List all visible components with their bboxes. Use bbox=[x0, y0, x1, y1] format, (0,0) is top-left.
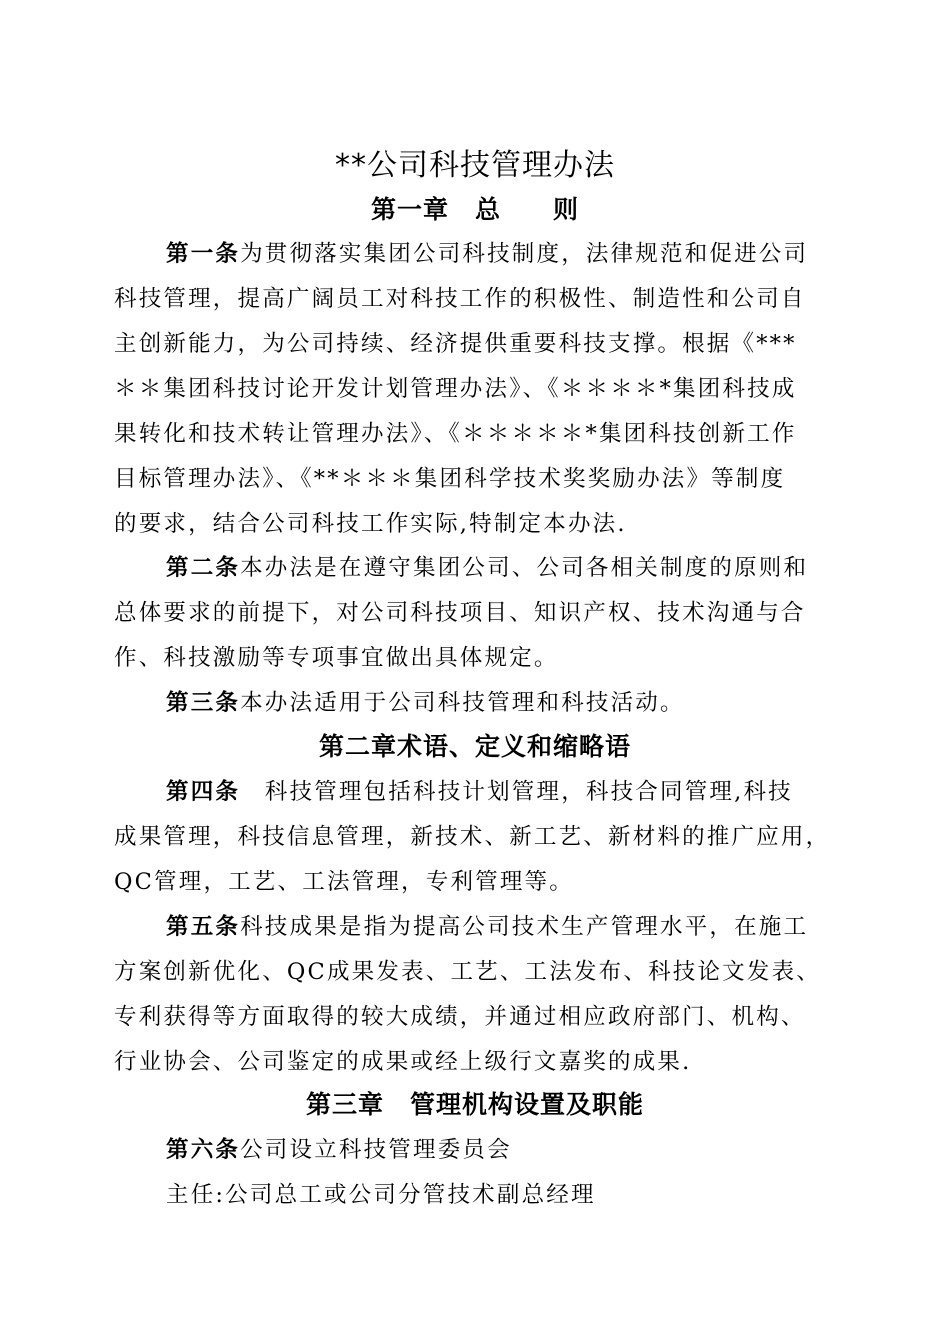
document-title: **公司科技管理办法 bbox=[335, 148, 615, 183]
paragraph-line: 第二条本办法是在遵守集团公司、公司各相关制度的原则和 bbox=[166, 555, 809, 581]
paragraph-line: 作、科技激励等专项事宜做出具体规定。 bbox=[114, 645, 559, 671]
paragraph-line: QC管理，工艺、工法管理，专利管理等。 bbox=[114, 869, 574, 895]
paragraph-line: 专利获得等方面取得的较大成绩，并通过相应政府部门、机构、 bbox=[114, 1004, 806, 1030]
paragraph-line: 主创新能力，为公司持续、经济提供重要科技支撑。根据《*** bbox=[114, 331, 797, 357]
paragraph-line: 第三条本办法适用于公司科技管理和科技活动。 bbox=[166, 690, 685, 716]
paragraph-line: 行业协会、公司鉴定的成果或经上级行文嘉奖的成果. bbox=[114, 1049, 692, 1075]
paragraph-line: 第四条 科技管理包括科技计划管理，科技合同管理,科技 bbox=[166, 779, 793, 805]
paragraph-line: 第五条科技成果是指为提高公司技术生产管理水平，在施工 bbox=[166, 914, 809, 940]
chapter-heading: 第一章 总 则 bbox=[370, 195, 579, 224]
article-lead: 第五条 bbox=[166, 914, 241, 940]
paragraph-line: ＊＊集团科技讨论开发计划管理办法》、《＊＊＊＊*集团科技成 bbox=[114, 376, 797, 402]
article-paragraph bbox=[114, 1128, 844, 1218]
paragraph-line: 第六条公司设立科技管理委员会 bbox=[166, 1137, 512, 1163]
article-paragraph bbox=[114, 905, 844, 1085]
article-paragraph bbox=[114, 681, 844, 726]
paragraph-line: 主任:公司总工或公司分管技术副总经理 bbox=[166, 1182, 596, 1208]
paragraph-line: 第一条为贯彻落实集团公司科技制度，法律规范和促进公司 bbox=[166, 241, 809, 267]
chapter-heading: 第二章术语、定义和缩略语 bbox=[318, 732, 631, 761]
article-lead: 第四条 bbox=[166, 779, 241, 805]
article-paragraph bbox=[114, 770, 844, 905]
article-lead: 第六条 bbox=[166, 1137, 241, 1163]
paragraph-line: 的要求，结合公司科技工作实际,特制定本办法. bbox=[114, 511, 627, 537]
paragraph-line: 成果管理，科技信息管理，新技术、新工艺、新材料的推广应用， bbox=[114, 824, 831, 850]
chapter-heading: 第三章 管理机构设置及职能 bbox=[305, 1090, 644, 1119]
paragraph-line: 总体要求的前提下，对公司科技项目、知识产权、技术沟通与合 bbox=[114, 600, 806, 626]
article-paragraph bbox=[114, 232, 844, 547]
article-lead: 第三条 bbox=[166, 690, 241, 716]
article-paragraph bbox=[114, 546, 844, 681]
paragraph-line: 果转化和技术转让管理办法》、《＊＊＊＊＊*集团科技创新工作 bbox=[114, 421, 797, 447]
paragraph-line: 方案创新优化、QC成果发表、工艺、工法发布、科技论文发表、 bbox=[114, 959, 821, 985]
paragraph-line: 目标管理办法》、《**＊＊＊集团科学技术奖奖励办法》等制度 bbox=[114, 466, 786, 492]
article-lead: 第一条 bbox=[166, 241, 241, 267]
article-lead: 第二条 bbox=[166, 555, 241, 581]
paragraph-line: 科技管理，提高广阔员工对科技工作的积极性、制造性和公司自 bbox=[114, 286, 806, 312]
